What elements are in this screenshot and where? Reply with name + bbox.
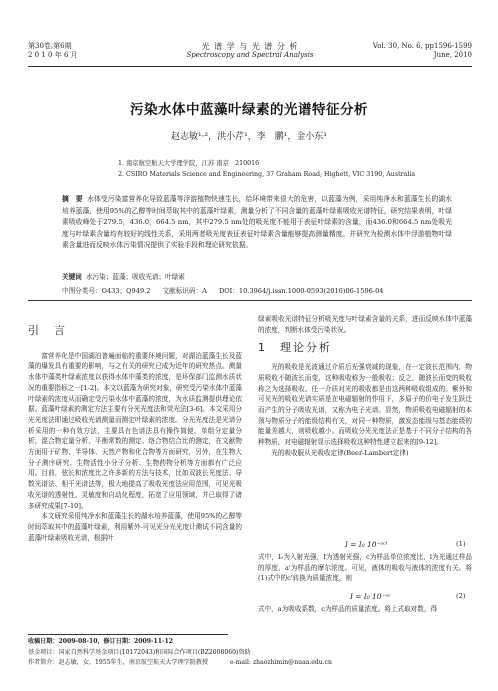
author-list: 赵志敏¹·²，洪小芹¹，李 鹏¹，金小东¹ [171, 132, 327, 142]
equation-1-number: (1) [456, 540, 466, 548]
clc-number: 中图分类号：O433；Q949.2 [62, 287, 151, 295]
section-heading-intro: 引 言 [28, 324, 67, 337]
intro-paragraph-2: 本文研究采用纯净水和蓝藻生长的湖水培养蓝藻，使用95%的乙醇等时间萃取其中的蓝藻叶绿素，利用紫外-可见光分光光度计测试不同含量的蓝藻叶绿素吸收光谱，根据叶 [28, 512, 242, 542]
date-en: June, 2010 [433, 51, 472, 59]
doi: DOI：10.3964/j.issn.1000-0593(2010)06-1596-04 [218, 287, 384, 295]
right-continuation: 绿素吸收光谱特征分析吸光度与叶绿素含量的关系，进而反映水体中蓝藻的浓度，判断水体受污染状况。 [258, 315, 472, 334]
abstract-text: 水体受污染富营养化导致蓝藻等浮游植物快速生长，给环境带来很大的危害，以蓝藻为例，采用纯净水和蓝藻生长的湖水培养蓝藻，使用95%的乙醇等时间萃取其中的蓝藻叶绿素，测量分析了不同含量的蓝藻叶绿素吸收光谱特征，研究结果表明，叶绿素吸收峰处于279.5，436.0，664.5 nm，其中279.5 nm处的吸光度不能用于表征叶绿素的含量，而436.0和664.5 nm处吸光度与叶绿素含量均有较好的线性关系，采用两者吸光度表征表征叶绿素含量能够提高测量精度。并研究为检测水体中浮游植物叶绿素含量进而反映水体污染情况提供了实验手段和理论研究依据。 [62, 195, 452, 249]
header-right [373, 42, 472, 60]
equation-1: I = I₀ 10⁻ᵃᶜˡ [345, 540, 388, 549]
author-bio-line [28, 658, 468, 669]
header-rule [28, 66, 472, 67]
received-date: 收稿日期：2009-08-10，修订日期：2009-11-12 [28, 638, 173, 645]
keywords-label: 关键词 [62, 273, 82, 281]
affiliations [118, 158, 415, 180]
year-month: 2 0 1 0 年 6 月 [28, 51, 78, 59]
keywords-text: 水污染；蓝藻；吸收光谱；叶绿素 [85, 273, 185, 281]
footnote-rule [28, 634, 228, 635]
affiliation-1: 1. 南京航空航天大学理学院，江苏 南京 210016 [118, 160, 260, 167]
equation-2-number: (2) [456, 592, 466, 600]
author-bio: 作者简介：赵志敏，女，1955年生，南京航空航天大学理学院教授 [28, 659, 209, 667]
section-heading-theory: 1 理论分析 [258, 341, 332, 355]
theory-paragraph-2: 光的吸收服从光吸收定律(Beer-Lambert定律) [271, 448, 409, 457]
running-header [28, 42, 472, 64]
eq1-explanation: 式中，I₀为入射光强，I为透射光强，c为样品单位浓度比，l为光通过样品的厚度，a'为样品的摩尔浓度。可见，液体的吸收与液体的浓度有关。将(1)式中的c'转换为质量浓度，则 [258, 553, 472, 583]
abstract [62, 194, 452, 252]
keywords [62, 272, 185, 283]
classification-line [62, 285, 462, 295]
journal-name-cn: 光 谱 学 与 光 谱 分 析 [201, 42, 299, 51]
journal-name-en: Spectroscopy and Spectral Analysis [186, 51, 314, 59]
paper-title: 污染水体中蓝藻叶绿素的光谱特征分析 [130, 102, 368, 118]
theory-paragraph-1: 光的吸收是光波通过介质后光强衰减的现象，在一定波长范围内，物质吸收不随波长而变，这种吸收称为一般吸收；反之，随波长而变的吸收称之为选择吸收。任一介质对光的吸收都是由这两种吸收组成的。紫外和可见光的吸收光谱实质是在电磁辐射的作用下，多原子的价电子发生跃迁而产生的分子吸收光谱，又称为电子光谱。显然，物质吸收电磁辐射的本领与物质分子的能级结构有关，对同一种物质，激发态能级与基态能级的能量差越大，则吸收越小。而吸收分光光度法正是基于不同分子结构的各种物质，对电磁辐射显示选择吸收这种特性建立起来的[9-12]。 [258, 363, 472, 447]
abstract-bottom-rule [28, 300, 472, 301]
intro-paragraph-1: 富营养化是中国湖泊普遍面临的重要环境问题，对湖泊蓝藻生长及蓝藻的爆发具有重要的影响，与之有关的研究已成为近年的研究热点。测量水体中藻类叶绿素浓度以获得水体中藻类的浓度，是环保部门监测水质状况的重要指标之一[1-2]。本文以蓝藻为研究对象，研究受污染水体中蓝藻叶绿素的浓度从而确定受污染水体中蓝藻的浓度，为水质监测提供理论依据。蓝藻叶绿素的测定方法主要有分光光度法和荧光法[3-6]。本文采用分光光度法即通过吸收光谱测量而测定叶绿素的浓度。分光光度法是光谱分析采用的一种有效方法，主要具有色谱法具有操作简便，单组分定量分析，混合物定量分析、平衡常数的测定、络合物结合比的测定，在文献物方面用于矿物、半导体、天然产物和化合物等方面研究，另外，在生物大分子测序研究、生物活性小分子分析、生物药物分析等方面都有广泛应用。目前，弦长和浓度比之许多新的方法与技术，比如双波长光度法、导数光谱法、相干光谱法等，极大地提高了吸收光度法应用范围，可见光吸收光谱的透射性、灵敏度和自动化程度，拓宽了应用领域，并已取得了诸多研究成果[7-10]。 [28, 351, 242, 510]
funding: 基金项目：国家自然科学基金项目(10172043)和国际合作项目(BZ2008060)资助 [28, 648, 251, 656]
volume-pages: Vol. 30, No. 6, pp1596-1599 [372, 42, 472, 50]
author-email: e-mail: zhaozhimin@nuaa.edu.cn [229, 659, 332, 667]
equation-2: I = I₀ 10⁻ᵃᶜ [350, 592, 391, 601]
document-code: 文献标识码：A [162, 287, 207, 295]
eq2-explanation: 式中，a为吸收系数，c为样品的质量浓度。将上式取对数，得 [258, 605, 438, 613]
abstract-label: 摘 要 [62, 195, 83, 203]
left-column [28, 326, 242, 543]
affiliation-2: 2. CSIRO Materials Science and Engineering, 37 Graham Road, Highett, VIC 3190, Australia [118, 171, 416, 178]
volume-issue: 第30卷,第6期 [28, 42, 72, 50]
right-column [258, 314, 472, 458]
footnotes [28, 637, 468, 669]
